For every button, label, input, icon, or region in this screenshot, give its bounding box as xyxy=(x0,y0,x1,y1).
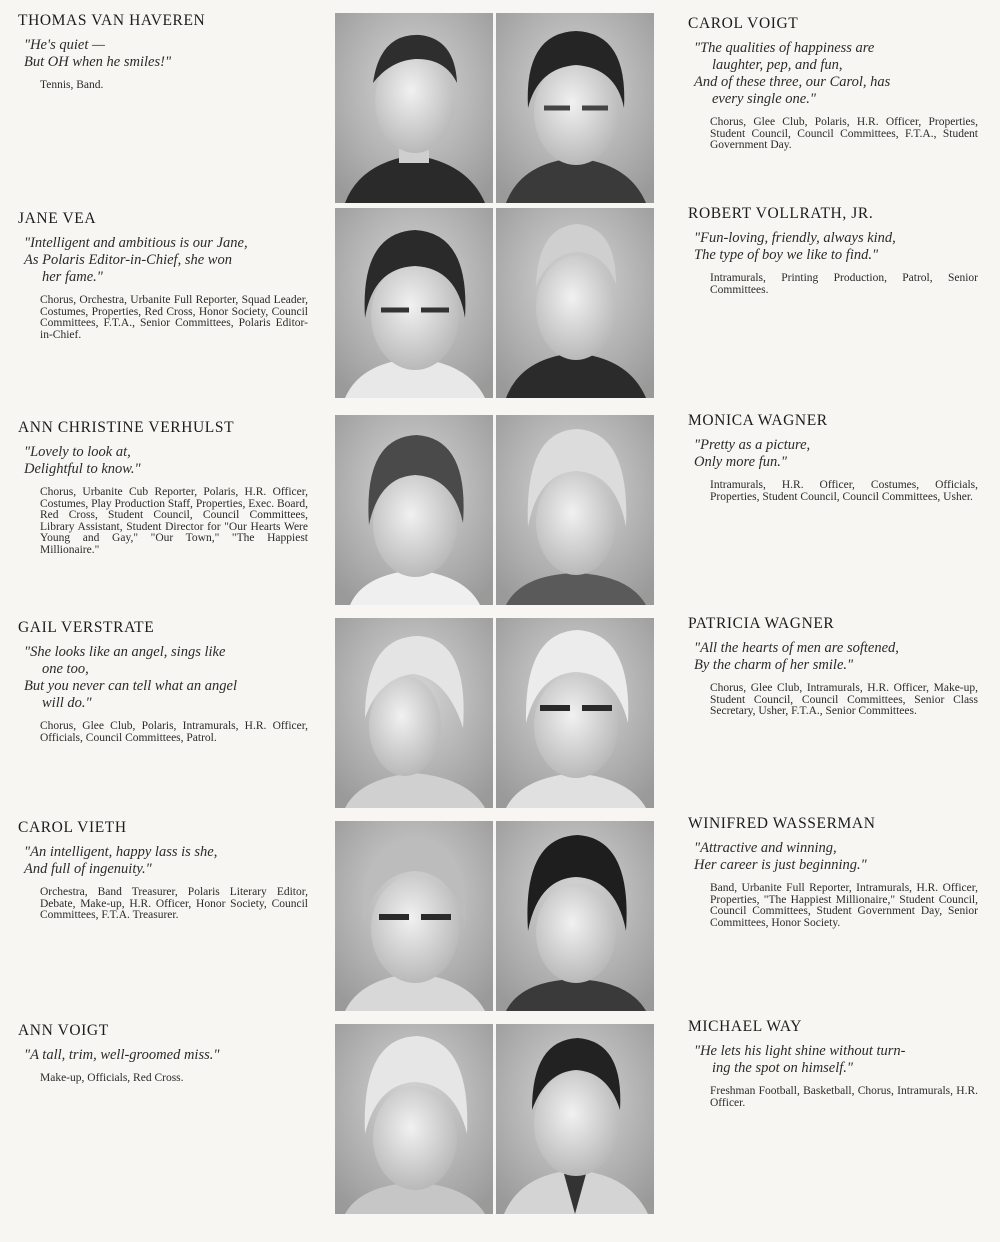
portrait-photo xyxy=(496,1024,654,1214)
student-activities: Chorus, Glee Club, Intramurals, H.R. Officer, Make-up, Student Council, Council Committees, Senior Class Secretary, Usher, F.T.A., Senior Committees. xyxy=(710,682,978,718)
student-quote: "He's quiet — But OH when he smiles!" xyxy=(24,37,172,70)
student-name: ANN VOIGT xyxy=(18,1022,109,1039)
student-name: PATRICIA WAGNER xyxy=(688,615,835,632)
student-activities: Tennis, Band. xyxy=(40,79,104,91)
student-name: MONICA WAGNER xyxy=(688,412,828,429)
portrait-photo xyxy=(496,618,654,808)
student-name: ROBERT VOLLRATH, JR. xyxy=(688,205,874,222)
student-name: WINIFRED WASSERMAN xyxy=(688,815,876,832)
left-entry xyxy=(18,12,308,92)
student-activities: Make-up, Officials, Red Cross. xyxy=(40,1072,184,1084)
student-quote: "An intelligent, happy lass is she, And full of ingenuity." xyxy=(24,844,218,877)
left-entry xyxy=(18,819,308,922)
student-name: CAROL VIETH xyxy=(18,819,127,836)
student-activities: Orchestra, Band Treasurer, Polaris Literary Editor, Debate, Make-up, H.R. Officer, Honor Society, Council Committees, F.T.A. Treasurer. xyxy=(40,886,308,922)
right-entry xyxy=(688,815,978,929)
student-activities: Chorus, Urbanite Cub Reporter, Polaris, H.R. Officer, Costumes, Play Production Staff, Properties, Exec. Board, Red Cross, Student Council, Council Committees, Library Assistant, Student Director for "Our Hearts Were Young and Gay," "Our Town," "The Happiest Millionaire." xyxy=(40,486,308,556)
student-activities: Band, Urbanite Full Reporter, Intramurals, H.R. Officer, Properties, "The Happiest Millionaire," Student Council, Council Committees, Student Government Day, Senior Committees, Honor Society. xyxy=(710,882,978,929)
student-activities: Chorus, Glee Club, Polaris, Intramurals, H.R. Officer, Officials, Council Committees, Patrol. xyxy=(40,720,308,744)
student-activities: Freshman Football, Basketball, Chorus, Intramurals, H.R. Officer. xyxy=(710,1085,978,1109)
student-activities: Intramurals, H.R. Officer, Costumes, Officials, Properties, Student Council, Council Committees, Usher. xyxy=(710,479,978,503)
portrait-photo xyxy=(335,415,493,605)
right-entry xyxy=(688,615,978,718)
left-entry xyxy=(18,419,308,557)
right-entry xyxy=(688,412,978,503)
left-entry xyxy=(18,210,308,341)
portrait-photo xyxy=(496,208,654,398)
student-activities: Chorus, Glee Club, Polaris, H.R. Officer, Properties, Student Council, Council Committees, F.T.A., Student Government Day. xyxy=(710,116,978,152)
student-quote: "He lets his light shine without turn- ing the spot on himself." xyxy=(694,1043,906,1076)
student-quote: "Pretty as a picture, Only more fun." xyxy=(694,437,811,470)
student-quote: "All the hearts of men are softened, By the charm of her smile." xyxy=(694,640,899,673)
student-quote: "Lovely to look at, Delightful to know." xyxy=(24,444,141,477)
portrait-photo xyxy=(335,618,493,808)
student-name: GAIL VERSTRATE xyxy=(18,619,155,636)
portrait-photo xyxy=(496,415,654,605)
student-activities: Chorus, Orchestra, Urbanite Full Reporter, Squad Leader, Costumes, Properties, Red Cross, Honor Society, Council Committees, F.T.A., Senior Committees, Polaris Editor-in-Chief. xyxy=(40,294,308,341)
student-name: CAROL VOIGT xyxy=(688,15,799,32)
left-entry xyxy=(18,1022,308,1085)
left-entry xyxy=(18,619,308,744)
portrait-photo xyxy=(335,821,493,1011)
student-quote: "Attractive and winning, Her career is just beginning." xyxy=(694,840,867,873)
right-entry xyxy=(688,15,978,152)
student-name: ANN CHRISTINE VERHULST xyxy=(18,419,235,436)
student-activities: Intramurals, Printing Production, Patrol, Senior Committees. xyxy=(710,272,978,296)
portrait-photo xyxy=(335,1024,493,1214)
student-quote: "She looks like an angel, sings like one too, But you never can tell what an angel will do." xyxy=(24,644,238,711)
portrait-photo xyxy=(496,13,654,203)
student-name: JANE VEA xyxy=(18,210,97,227)
student-quote: "The qualities of happiness are laughter, pep, and fun, And of these three, our Carol, has every single one." xyxy=(694,40,891,107)
student-quote: "Intelligent and ambitious is our Jane, As Polaris Editor-in-Chief, she won her fame." xyxy=(24,235,248,285)
student-name: MICHAEL WAY xyxy=(688,1018,803,1035)
student-quote: "Fun-loving, friendly, always kind, The type of boy we like to find." xyxy=(694,230,896,263)
right-entry xyxy=(688,205,978,296)
student-quote: "A tall, trim, well-groomed miss." xyxy=(24,1047,220,1063)
right-entry xyxy=(688,1018,978,1109)
portrait-photo xyxy=(335,13,493,203)
student-name: THOMAS VAN HAVEREN xyxy=(18,12,206,29)
portrait-photo xyxy=(496,821,654,1011)
portrait-photo xyxy=(335,208,493,398)
